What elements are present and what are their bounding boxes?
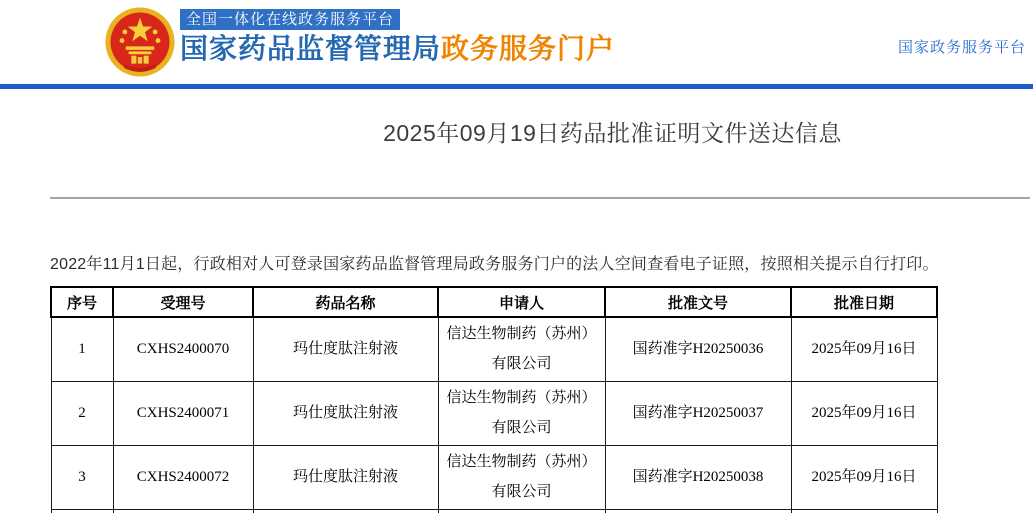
cell-acceptance-no: CXHS2400070 bbox=[113, 317, 253, 381]
cell-applicant: 信达生物制药（苏州）有限公司 bbox=[438, 381, 605, 445]
cell-seq: 3 bbox=[51, 445, 113, 509]
table-row bbox=[51, 445, 937, 509]
cell-drug-name: 玛仕度肽注射液 bbox=[253, 445, 438, 509]
portal-name: 政务服务门户 bbox=[441, 33, 616, 64]
site-header bbox=[0, 0, 1033, 84]
cell-empty bbox=[113, 509, 253, 513]
main-content bbox=[0, 118, 1033, 513]
column-header-approval-no: 批准文号 bbox=[605, 287, 791, 317]
cell-approval-date: 2025年09月16日 bbox=[791, 381, 937, 445]
cell-approval-no: 国药准字H20250036 bbox=[605, 317, 791, 381]
cell-seq: 1 bbox=[51, 317, 113, 381]
column-header-acceptance-no: 受理号 bbox=[113, 287, 253, 317]
title-separator-line bbox=[50, 197, 1030, 199]
cell-applicant: 信达生物制药（苏州）有限公司 bbox=[438, 317, 605, 381]
cell-approval-date: 2025年09月16日 bbox=[791, 317, 937, 381]
cell-seq: 2 bbox=[51, 381, 113, 445]
page-title: 2025年09月19日药品批准证明文件送达信息 bbox=[383, 120, 842, 146]
drug-approval-table bbox=[50, 286, 938, 513]
brand-text bbox=[180, 6, 615, 66]
table-row-partial bbox=[51, 509, 937, 513]
cell-empty bbox=[791, 509, 937, 513]
brand-group[interactable] bbox=[104, 6, 615, 78]
notice-text: 2022年11月1日起，行政相对人可登录国家药品监督管理局政务服务门户的法人空间查看电子证照，按照相关提示自行打印。 bbox=[50, 256, 939, 273]
cell-drug-name: 玛仕度肽注射液 bbox=[253, 317, 438, 381]
table-row bbox=[51, 317, 937, 381]
cell-approval-no: 国药准字H20250037 bbox=[605, 381, 791, 445]
national-gov-service-platform-link[interactable]: 国家政务服务平台 bbox=[897, 39, 1026, 56]
national-platform-banner: 全国一体化在线政务服务平台 bbox=[180, 9, 400, 30]
site-title bbox=[180, 32, 615, 66]
cell-empty bbox=[438, 509, 605, 513]
table-header-row bbox=[51, 287, 937, 317]
column-header-seq: 序号 bbox=[51, 287, 113, 317]
cell-approval-date: 2025年09月16日 bbox=[791, 445, 937, 509]
table-row bbox=[51, 381, 937, 445]
cell-empty bbox=[605, 509, 791, 513]
cell-empty bbox=[253, 509, 438, 513]
header-divider-bar bbox=[0, 84, 1033, 89]
column-header-applicant: 申请人 bbox=[438, 287, 605, 317]
table-header bbox=[51, 287, 937, 317]
cell-empty bbox=[51, 509, 113, 513]
china-national-emblem-icon bbox=[104, 6, 176, 78]
cell-approval-no: 国药准字H20250038 bbox=[605, 445, 791, 509]
org-name: 国家药品监督管理局 bbox=[180, 33, 442, 64]
cell-acceptance-no: CXHS2400071 bbox=[113, 381, 253, 445]
cell-acceptance-no: CXHS2400072 bbox=[113, 445, 253, 509]
cell-applicant: 信达生物制药（苏州）有限公司 bbox=[438, 445, 605, 509]
cell-drug-name: 玛仕度肽注射液 bbox=[253, 381, 438, 445]
table-body bbox=[51, 317, 937, 513]
column-header-approval-date: 批准日期 bbox=[791, 287, 937, 317]
column-header-drug-name: 药品名称 bbox=[253, 287, 438, 317]
